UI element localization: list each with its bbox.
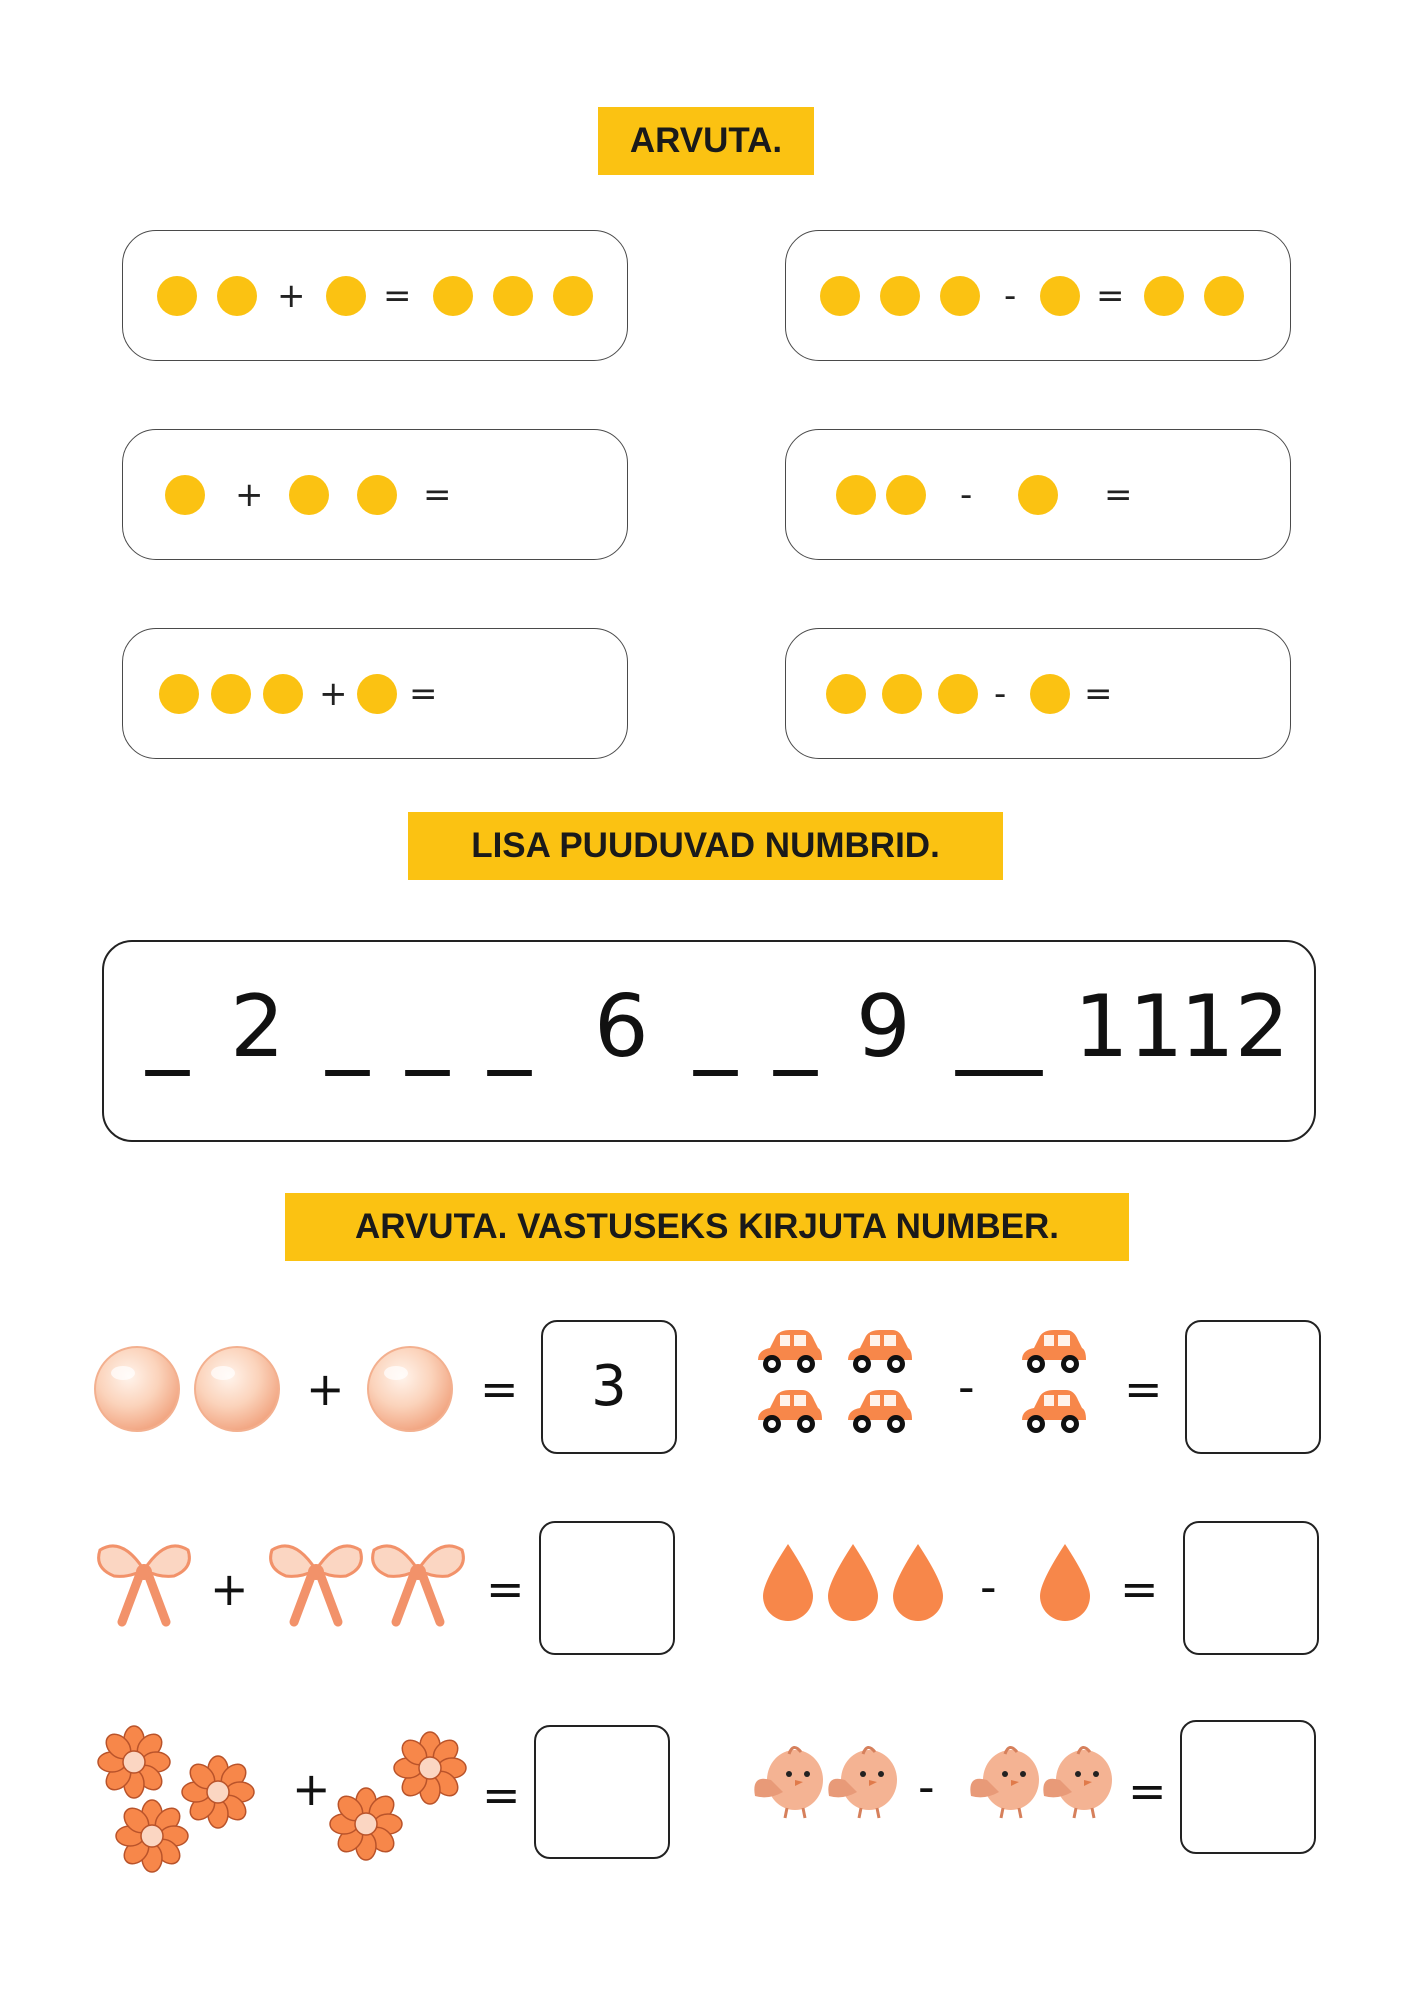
sequence-blank[interactable]: _: [774, 977, 817, 1077]
sequence-blank[interactable]: _: [488, 977, 531, 1077]
dot-problem-5: [122, 628, 628, 759]
car-icon: [752, 1326, 824, 1378]
dot-icon: [1204, 276, 1244, 316]
answer-box[interactable]: [1183, 1521, 1319, 1655]
dot-icon: [433, 276, 473, 316]
dot-icon: [326, 276, 366, 316]
car-icon: [752, 1386, 824, 1438]
answer-box[interactable]: [534, 1725, 670, 1859]
bow-icon: [92, 1530, 196, 1630]
dot-icon: [882, 674, 922, 714]
bow-icon: [366, 1530, 470, 1630]
section-title-calc: ARVUTA.: [598, 107, 814, 175]
pearl-icon: [93, 1345, 181, 1433]
answer-box[interactable]: [1180, 1720, 1316, 1854]
drop-icon: [759, 1542, 817, 1622]
sequence-blank[interactable]: _: [146, 977, 189, 1077]
bird-icon: [749, 1734, 831, 1820]
equals-sign: =: [423, 475, 452, 515]
dot-problem-6: [785, 628, 1291, 759]
flower-icon: [180, 1754, 256, 1830]
minus-sign: -: [980, 1560, 997, 1614]
minus-sign: -: [994, 674, 1007, 714]
equals-sign: =: [1104, 475, 1133, 515]
car-icon: [842, 1386, 914, 1438]
dot-icon: [826, 674, 866, 714]
dot-icon: [165, 475, 205, 515]
equals-sign: =: [486, 1562, 525, 1616]
equals-sign: =: [480, 1362, 519, 1416]
section-title-picture-calc: ARVUTA. VASTUSEKS KIRJUTA NUMBER.: [285, 1193, 1129, 1261]
dot-problem-2: [785, 230, 1291, 361]
dot-icon: [1018, 475, 1058, 515]
drop-icon: [889, 1542, 947, 1622]
drop-icon: [824, 1542, 882, 1622]
pearl-icon: [366, 1345, 454, 1433]
plus-sign: +: [319, 674, 348, 714]
dot-problem-4: [785, 429, 1291, 560]
sequence-blank[interactable]: _: [694, 977, 737, 1077]
dot-icon: [493, 276, 533, 316]
plus-sign: +: [292, 1762, 331, 1816]
flower-icon: [114, 1798, 190, 1874]
sequence-number: 2: [230, 977, 285, 1077]
sequence-number: 11: [1074, 977, 1184, 1077]
drop-icon: [1036, 1542, 1094, 1622]
minus-sign: -: [1004, 276, 1017, 316]
dot-problem-3: [122, 429, 628, 560]
equals-sign: =: [1120, 1562, 1159, 1616]
bow-icon: [264, 1530, 368, 1630]
car-icon: [1016, 1326, 1088, 1378]
section-title-missing-numbers: LISA PUUDUVAD NUMBRID.: [408, 812, 1003, 880]
plus-sign: +: [235, 475, 264, 515]
bird-icon: [965, 1734, 1047, 1820]
dot-icon: [836, 475, 876, 515]
dot-icon: [263, 674, 303, 714]
dot-icon: [886, 475, 926, 515]
dot-icon: [820, 276, 860, 316]
dot-problem-1: [122, 230, 628, 361]
equals-sign: =: [1128, 1764, 1167, 1818]
car-icon: [842, 1326, 914, 1378]
dot-icon: [289, 475, 329, 515]
plus-sign: +: [306, 1362, 345, 1416]
equals-sign: =: [1124, 1362, 1163, 1416]
sequence-blank[interactable]: _: [326, 977, 369, 1077]
flower-icon: [328, 1786, 404, 1862]
dot-icon: [357, 674, 397, 714]
answer-box[interactable]: [1185, 1320, 1321, 1454]
flower-icon: [96, 1724, 172, 1800]
plus-sign: +: [277, 276, 306, 316]
number-sequence-box: [102, 940, 1316, 1142]
bird-icon: [823, 1734, 905, 1820]
equals-sign: =: [383, 276, 412, 316]
equals-sign: =: [1096, 276, 1125, 316]
dot-icon: [157, 276, 197, 316]
bird-icon: [1038, 1734, 1120, 1820]
minus-sign: -: [958, 1360, 975, 1414]
answer-box[interactable]: [539, 1521, 675, 1655]
sequence-blank[interactable]: __: [956, 977, 1042, 1077]
dot-icon: [1040, 276, 1080, 316]
dot-icon: [211, 674, 251, 714]
car-icon: [1016, 1386, 1088, 1438]
dot-icon: [217, 276, 257, 316]
equals-sign: =: [409, 674, 438, 714]
sequence-number: 12: [1180, 977, 1290, 1077]
pearl-icon: [193, 1345, 281, 1433]
sequence-number: 9: [856, 977, 911, 1077]
equals-sign: =: [482, 1768, 521, 1822]
dot-icon: [938, 674, 978, 714]
dot-icon: [357, 475, 397, 515]
minus-sign: -: [918, 1760, 935, 1814]
dot-icon: [1144, 276, 1184, 316]
minus-sign: -: [960, 475, 973, 515]
answer-box[interactable]: 3: [541, 1320, 677, 1454]
plus-sign: +: [210, 1562, 249, 1616]
dot-icon: [940, 276, 980, 316]
dot-icon: [1030, 674, 1070, 714]
equals-sign: =: [1084, 674, 1113, 714]
sequence-number: 6: [594, 977, 649, 1077]
dot-icon: [159, 674, 199, 714]
sequence-blank[interactable]: _: [406, 977, 449, 1077]
dot-icon: [553, 276, 593, 316]
dot-icon: [880, 276, 920, 316]
